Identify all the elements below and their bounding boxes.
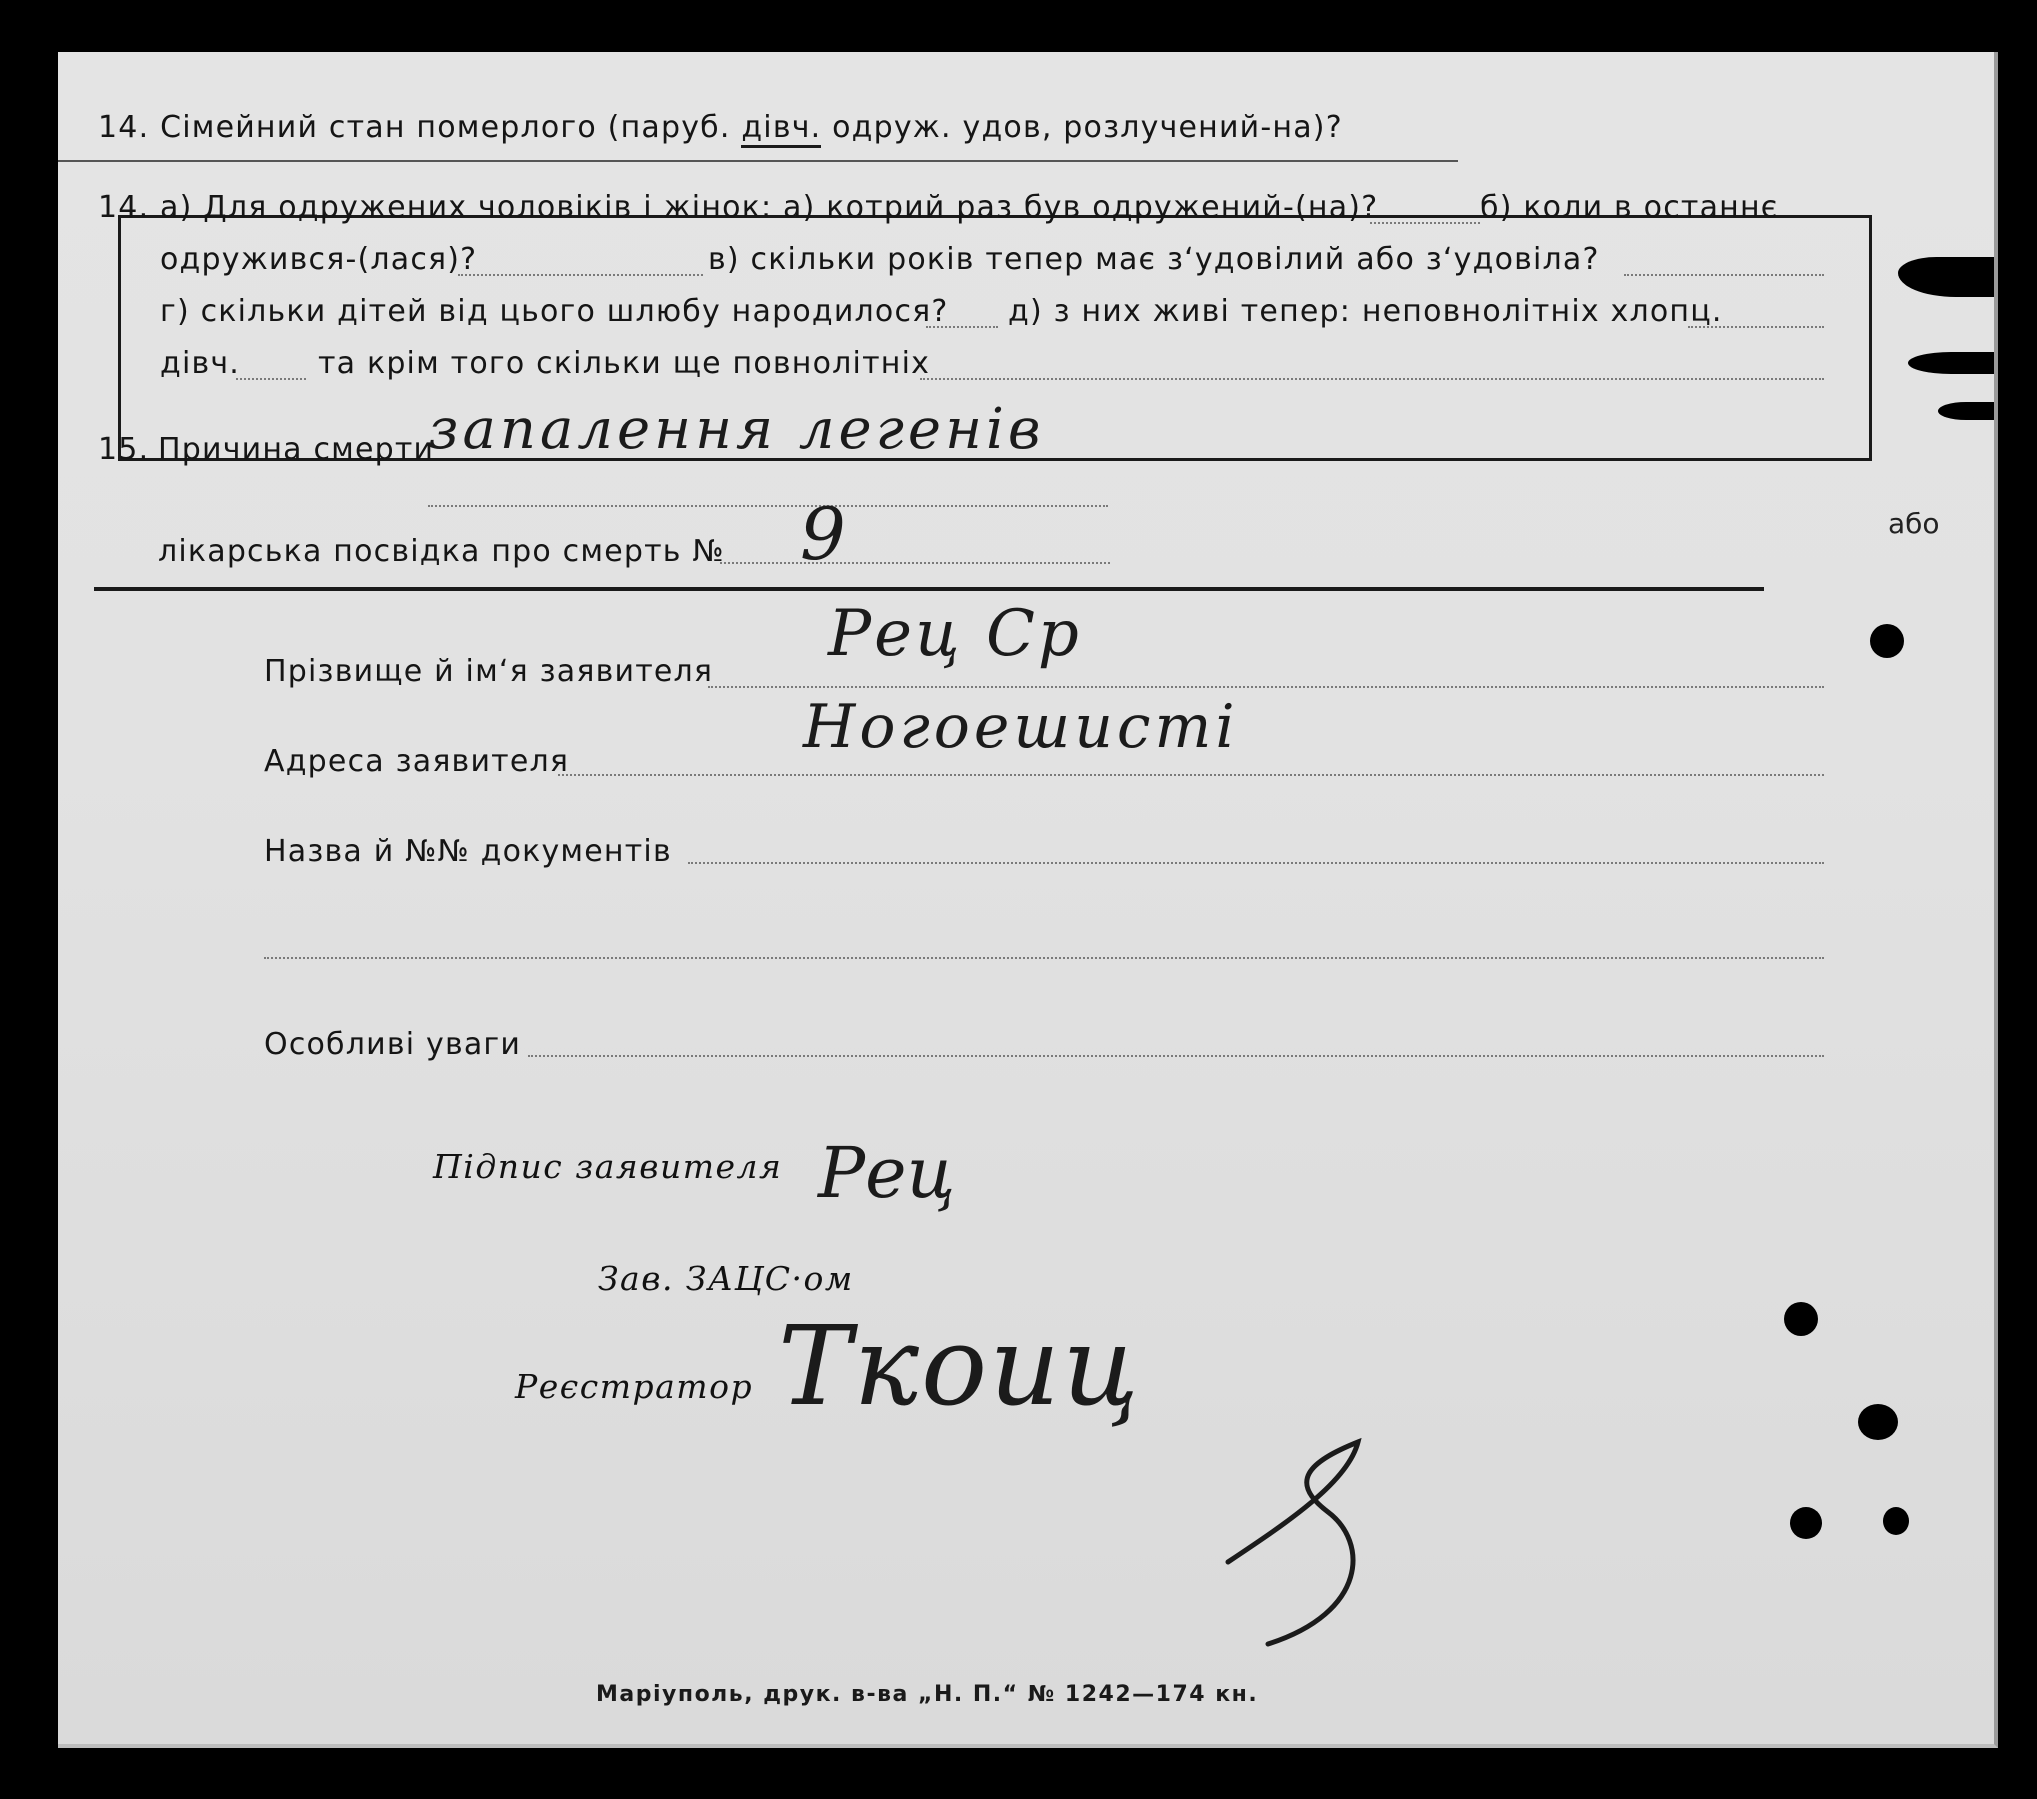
q14-marital-line: [98, 110, 1343, 145]
applicant-signature-label: Підпис заявителя: [433, 1147, 783, 1186]
q15-blank-line: [428, 505, 1108, 507]
q15-cert-number: 9: [800, 492, 846, 576]
q15-number: 15.: [98, 432, 150, 467]
punch-hole: [1883, 1507, 1909, 1535]
q15-handwritten-cause: запалення легенів: [428, 397, 1045, 462]
head-of-registry-label: Зав. ЗАЦС·ом: [598, 1259, 854, 1298]
q15-label: Причина смерти: [158, 432, 435, 467]
q14a-line1-b: б) коли в останнє: [1480, 190, 1779, 225]
q14a-line2-blank1: [458, 274, 703, 276]
q14a-line3-b: д) з них живі тепер: неповнолітніх хлопц.: [1008, 294, 1723, 329]
q14-number: 14.: [98, 110, 150, 145]
applicant-name-value: Рец Ср: [828, 597, 1082, 671]
applicant-signature: Рец: [818, 1132, 956, 1214]
punch-hole: [1870, 624, 1904, 658]
documents-line: [688, 862, 1824, 864]
punch-hole: [1790, 1507, 1822, 1539]
applicant-address-value: Ногоешистi: [803, 692, 1239, 762]
margin-text-fragment: або: [1888, 507, 1940, 540]
q14a-line2-blank2: [1624, 274, 1824, 276]
q14a-line4-blank2: [920, 378, 1824, 380]
q14a-line2-a: одружився-(лася)?: [160, 242, 478, 277]
q14a-line4-a: дівч.: [160, 346, 241, 381]
documents-line-2: [264, 957, 1824, 959]
notes-line: [528, 1055, 1824, 1057]
punch-hole: [1784, 1302, 1818, 1336]
edge-tear: [1898, 257, 1994, 297]
q14a-line1-num: 14.: [98, 190, 150, 225]
registrar-label: Реєстратор: [515, 1367, 754, 1406]
q14a-line4-blank1: [236, 378, 306, 380]
edge-tear: [1908, 352, 1994, 374]
q14-suffix: одруж. удов, розлучений-на)?: [821, 110, 1343, 145]
form-page: [58, 52, 1998, 1748]
q14a-line3-blank2: [1688, 326, 1824, 328]
registrar-signature-flourish: [1208, 1382, 1388, 1662]
q14a-line2-b: в) скільки років тепер має з‘удовілий або з‘удовіла?: [708, 242, 1600, 277]
documents-label: Назва й №№ документів: [264, 834, 672, 869]
printer-imprint: Маріуполь, друк. в-ва „Н. П.“ № 1242—174 кн.: [596, 1682, 1259, 1707]
q14-bottom-rule: [58, 160, 1458, 162]
q14a-line3-a: г) скільки дітей від цього шлюбу народилося?: [160, 294, 949, 329]
q14-selected-option: дівч.: [741, 110, 821, 148]
q14a-line1-blank: [1370, 222, 1480, 224]
applicant-address-label: Адреса заявителя: [264, 744, 570, 779]
section-divider: [94, 587, 1764, 591]
registrar-signature: Ткоиц: [778, 1302, 1141, 1430]
q14a-line4-b: та крім того скільки ще повнолітніх: [318, 346, 931, 381]
q14a-line3-blank1: [926, 326, 998, 328]
q14-prefix: Сімейний стан померлого (паруб.: [160, 110, 742, 145]
q15-cert-label: лікарська посвідка про смерть №: [158, 534, 725, 569]
q14a-line1-text: а) Для одружених чоловіків і жінок: а) котрий раз був одружений-(на)?: [160, 190, 1379, 225]
punch-hole: [1858, 1404, 1898, 1440]
notes-label: Особливі уваги: [264, 1027, 522, 1062]
edge-tear: [1938, 402, 1994, 420]
applicant-name-line: [708, 686, 1824, 688]
applicant-address-line: [558, 774, 1824, 776]
applicant-name-label: Прізвище й ім‘я заявителя: [264, 654, 714, 689]
q15-cert-blank: [720, 562, 1110, 564]
